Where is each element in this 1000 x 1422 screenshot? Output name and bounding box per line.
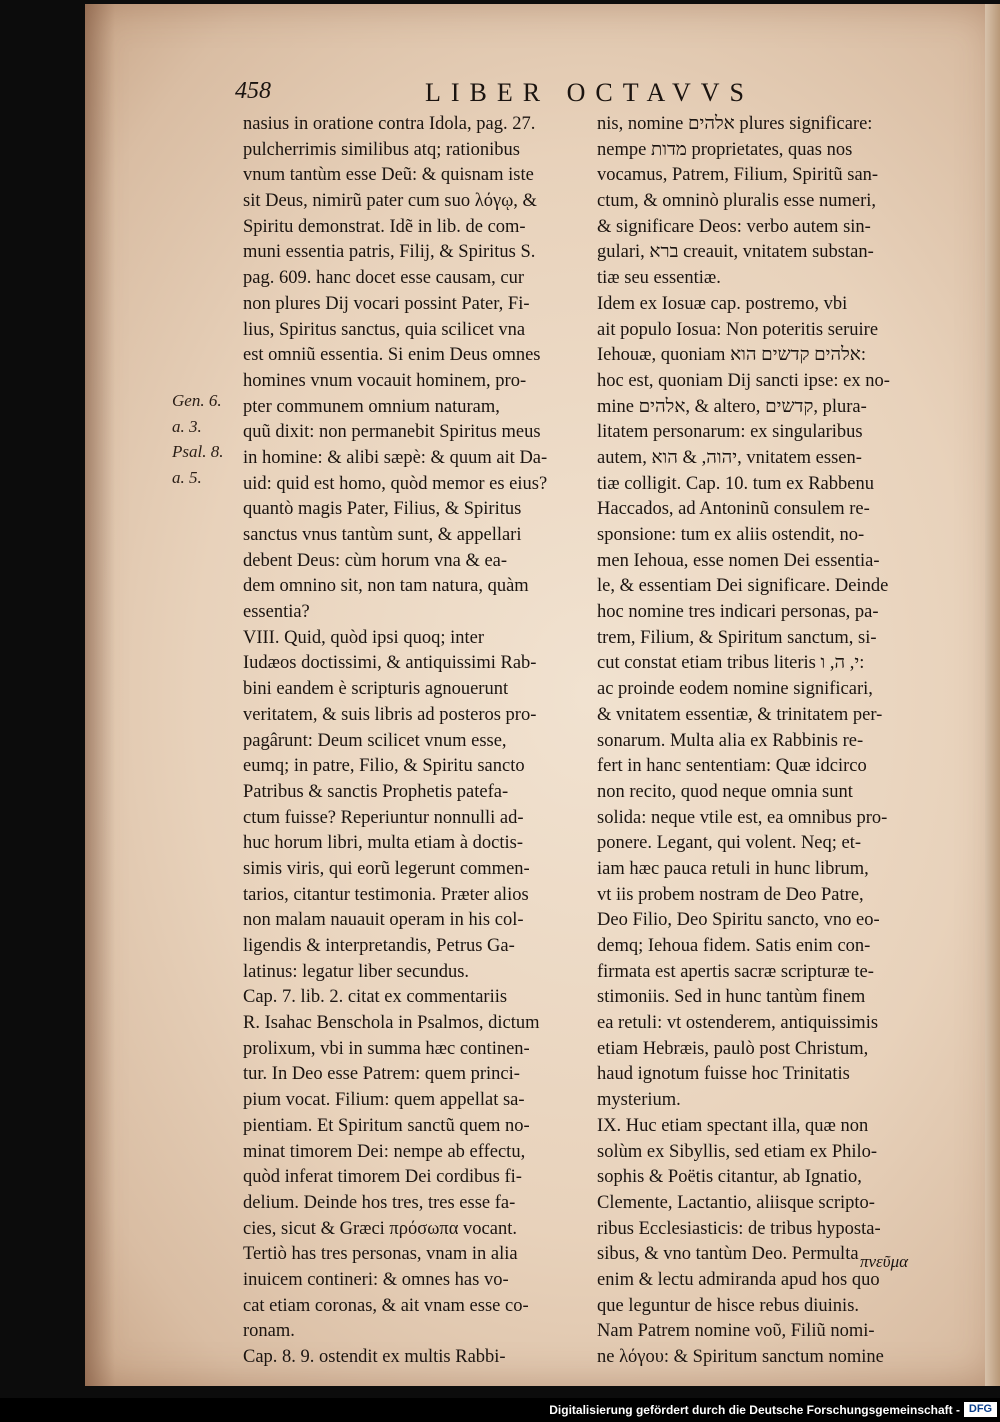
text-line: mysterium. xyxy=(597,1090,681,1111)
text-line: sanctus vnus tantùm sunt, & appellari xyxy=(243,525,522,545)
text-line: trem, Filium, & Spiritum sanctum, si- xyxy=(597,627,877,648)
text-line: inuicem contineri: & omnes has vo- xyxy=(243,1269,509,1290)
text-line: sibus, & vno tantùm Deo. Permulta xyxy=(597,1244,859,1265)
text-line: litatem personarum: ex singularibus xyxy=(597,422,863,443)
text-line: haud ignotum fuisse hoc Trinitatis xyxy=(597,1064,850,1085)
text-line: eumq; in patre, Filio, & Spiritu sancto xyxy=(243,756,525,777)
text-line: ligendis & interpretandis, Petrus Ga- xyxy=(243,936,515,956)
dfg-logo: DFG xyxy=(964,1402,997,1417)
text-line: sponsione: tum ex aliis ostendit, no- xyxy=(597,525,865,545)
text-line: nasius in oratione contra Idola, pag. 27. xyxy=(243,114,536,134)
text-line: nis, nomine אלהים plures significare: xyxy=(597,114,873,134)
text-line: quòd inferat timorem Dei cordibus fi- xyxy=(243,1167,522,1188)
text-line: sonarum. Multa alia ex Rabbinis re- xyxy=(597,730,864,751)
text-line: le, & essentiam Dei significare. Deinde xyxy=(597,576,889,597)
text-line: iam hæc pauca retuli in hunc librum, xyxy=(597,858,869,879)
text-line: veritatem, & suis libris ad posteros pro- xyxy=(243,704,537,725)
running-head-title: LIBER OCTAVVS xyxy=(425,78,754,107)
text-line: vt iis probem nostram de Deo Patre, xyxy=(597,884,864,905)
text-line: uid: quid est homo, quòd memor es eius? xyxy=(243,473,548,494)
text-line: ponere. Legant, qui volent. Neq; et- xyxy=(597,833,862,854)
text-line: Deo Filio, Deo Spiritu sancto, vno eo- xyxy=(597,910,880,931)
text-line: R. Isahac Benschola in Psalmos, dictum xyxy=(243,1013,540,1034)
text-line: ribus Ecclesiasticis: de tribus hyposta- xyxy=(597,1218,881,1239)
text-line: ctum fuisse? Reperiuntur nonnulli ad- xyxy=(243,807,524,828)
text-line: cat etiam coronas, & ait vnam esse co- xyxy=(243,1295,529,1316)
text-line: hoc est, quoniam Dij sancti ipse: ex no- xyxy=(597,370,890,391)
text-line: non plures Dij vocari possint Pater, Fi- xyxy=(243,293,530,314)
text-line: Cap. 7. lib. 2. citat ex commentariis xyxy=(243,987,508,1008)
text-line: pagârunt: Deum scilicet vnum esse, xyxy=(243,730,507,751)
text-line: Cap. 8. 9. ostendit ex multis Rabbi- xyxy=(243,1347,506,1367)
text-line: hoc nomine tres indicari personas, pa- xyxy=(597,602,879,623)
text-line: gulari, ברא creauit, vnitatem substan- xyxy=(597,242,874,263)
text-line: tarios, citantur testimonia. Præter alios xyxy=(243,884,529,905)
text-line: dem omnino sit, non tam natura, quàm xyxy=(243,576,529,597)
text-line: simis viris, qui eorũ legerunt commen- xyxy=(243,858,530,879)
text-line: tiæ colligit. Cap. 10. tum ex Rabbenu xyxy=(597,473,874,494)
right-column xyxy=(597,112,937,1371)
text-line: mine אלהים, & altero, קדשים, plura- xyxy=(597,396,867,417)
text-line: ait populo Iosua: Non poteritis seruire xyxy=(597,319,879,340)
text-line: pter communem omnium naturam, xyxy=(243,396,500,417)
margin-note: a. 3. xyxy=(172,416,202,436)
text-line: que leguntur de hisce rebus diuinis. xyxy=(597,1295,860,1316)
text-line: Patribus & sanctis Prophetis patefa- xyxy=(243,781,509,802)
text-line: etiam Hebræis, paulò post Christum, xyxy=(597,1038,869,1059)
text-line: tur. In Deo esse Patrem: quem princi- xyxy=(243,1064,520,1085)
text-line: Iudæos doctissimi, & antiquissimi Rab- xyxy=(243,653,537,674)
text-line: ne λόγου: & Spiritum sanctum nomine xyxy=(597,1347,884,1367)
text-line: non malam nauauit operam in his col- xyxy=(243,910,524,931)
catchword: πνεῦμα xyxy=(860,1252,909,1271)
page-number: 458 xyxy=(235,78,271,104)
text-line: sit Deus, nimirũ pater cum suo λόγῳ, & xyxy=(243,191,537,212)
text-line: ac proinde eodem nomine significari, xyxy=(597,679,873,700)
text-line: fert in hanc sententiam: Quæ idcirco xyxy=(597,756,867,777)
text-line: prolixum, vbi in summa hæc continen- xyxy=(243,1038,530,1059)
text-line: quũ dixit: non permanebit Spiritus meus xyxy=(243,422,541,443)
text-line: est omniũ essentia. Si enim Deus omnes xyxy=(243,345,541,366)
text-line: sophis & Poëtis citantur, ab Ignatio, xyxy=(597,1167,862,1188)
margin-note: a. 5. xyxy=(172,468,202,488)
text-line: IX. Huc etiam spectant illa, quæ non xyxy=(597,1115,869,1136)
text-line: cut constat etiam tribus literis י, ה, ו: xyxy=(597,653,865,674)
text-line: ctum, & omninò pluralis esse numeri, xyxy=(597,191,876,212)
text-line: vocamus, Patrem, Filium, Spiritũ san- xyxy=(597,165,879,186)
text-line: vnum tantùm esse Deũ: & quisnam iste xyxy=(243,165,534,186)
text-line: minat timorem Dei: nempe ab effectu, xyxy=(243,1141,526,1162)
text-line: autem, יהוה, & הוא, vnitatem essen- xyxy=(597,447,862,468)
footer-bar xyxy=(0,1398,1000,1422)
text-line: debent Deus: cùm horum vna & ea- xyxy=(243,550,508,571)
text-line: muni essentia patris, Filij, & Spiritus S. xyxy=(243,242,536,263)
text-line: Iehouæ, quoniam אלהים קדשים הוא: xyxy=(597,345,867,366)
text-line: homines vnum vocauit hominem, pro- xyxy=(243,370,527,391)
text-line: stimoniis. Sed in hunc tantùm finem xyxy=(597,987,866,1008)
text-line: in homine: & alibi sæpè: & quum ait Da- xyxy=(243,447,548,468)
text-line: essentia? xyxy=(243,602,310,623)
text-line: men Iehoua, esse nomen Dei essentia- xyxy=(597,550,880,571)
text-line: huc horum libri, multa etiam à doctis- xyxy=(243,833,524,854)
text-line: tiæ seu essentiæ. xyxy=(597,268,721,289)
text-line: quantò magis Pater, Filius, & Spiritus xyxy=(243,499,522,520)
text-line: firmata est apertis sacræ scripturæ te- xyxy=(597,961,874,982)
text-line: solùm ex Sibyllis, sed etiam ex Philo- xyxy=(597,1141,878,1162)
text-line: bini eandem è scripturis agnouerunt xyxy=(243,679,509,700)
running-head xyxy=(235,78,955,112)
text-line: nempe מדות proprietates, quas nos xyxy=(597,139,853,160)
text-line: VIII. Quid, quòd ipsi quoq; inter xyxy=(243,627,484,648)
margin-note: Gen. 6. xyxy=(172,391,222,410)
footer-credit: Digitalisierung gefördert durch die Deutsche Forschungsgemeinschaft - xyxy=(549,1403,960,1417)
text-line: pulcherrimis similibus atq; rationibus xyxy=(243,139,520,160)
text-line: Haccados, ad Antoninũ consulem re- xyxy=(597,499,870,520)
text-line: & vnitatem essentiæ, & trinitatem per- xyxy=(597,704,883,725)
text-line: Spiritu demonstrat. Idẽ in lib. de com- xyxy=(243,216,526,237)
text-line: demq; Iehoua fidem. Satis enim con- xyxy=(597,936,871,956)
page-edge xyxy=(985,4,1000,1386)
margin-note: Psal. 8. xyxy=(172,442,224,462)
text-line: latinus: legatur liber secundus. xyxy=(243,961,470,982)
text-line: & significare Deos: verbo autem sin- xyxy=(597,216,871,237)
text-line: lius, Spiritus sanctus, quia scilicet vna xyxy=(243,319,526,340)
text-line: delium. Deinde hos tres, tres esse fa- xyxy=(243,1192,516,1213)
text-line: Nam Patrem nomine νοῦ, Filiũ nomi- xyxy=(597,1321,875,1342)
text-line: pium vocat. Filium: quem appellat sa- xyxy=(243,1090,525,1111)
text-line: pientiam. Et Spiritum sanctũ quem no- xyxy=(243,1115,530,1136)
text-line: ea retuli: vt ostenderem, antiquissimis xyxy=(597,1013,879,1034)
text-line: Idem ex Iosuæ cap. postremo, vbi xyxy=(597,293,848,314)
text-line: cies, sicut & Græci πρόσωπα vocant. xyxy=(243,1218,517,1239)
text-line: ronam. xyxy=(243,1321,295,1342)
text-line: pag. 609. hanc docet esse causam, cur xyxy=(243,268,524,289)
left-column xyxy=(243,112,578,1371)
margin-notes xyxy=(172,388,234,491)
text-line: Tertiò has tres personas, vnam in alia xyxy=(243,1244,518,1265)
text-line: Clemente, Lactantio, aliisque scripto- xyxy=(597,1192,875,1213)
text-line: enim & lectu admiranda apud hos quo xyxy=(597,1269,880,1290)
text-line: non recito, quod neque omnia sunt xyxy=(597,781,853,802)
text-line: solida: neque vtile est, ea omnibus pro- xyxy=(597,807,888,828)
